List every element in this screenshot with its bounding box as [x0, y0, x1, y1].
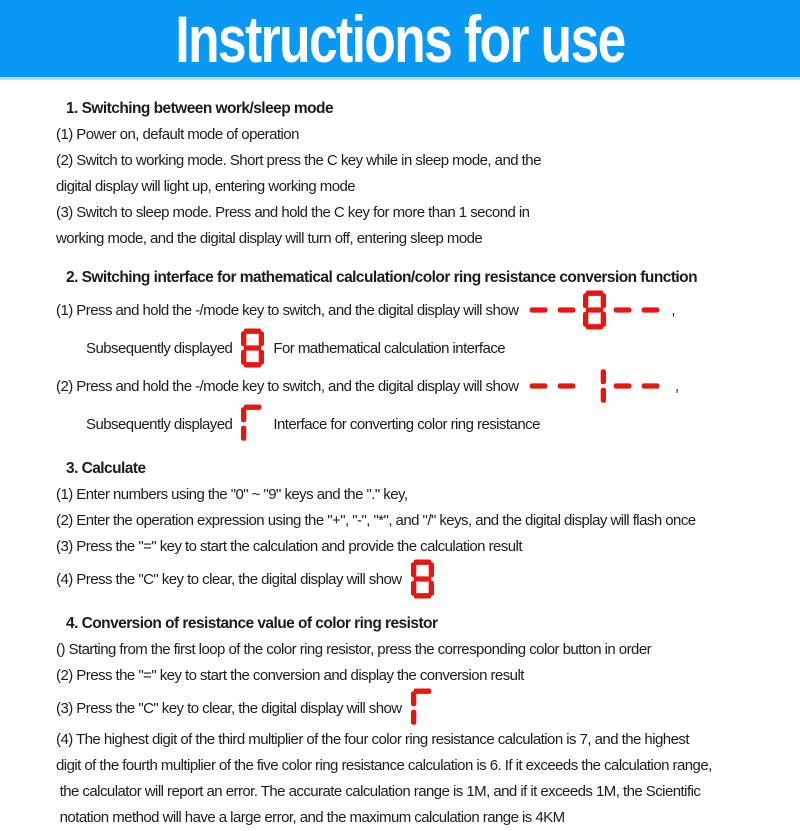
- section-2-heading: 2. Switching interface for mathematical calculation/color ring resistance conversion function: [66, 269, 698, 286]
- line-text: (4) Press the "C" key to clear, the digital display will show: [56, 570, 402, 588]
- seven-segment-display: [241, 404, 264, 444]
- line-text: Subsequently displayed: [86, 415, 233, 433]
- instruction-line: [56, 367, 790, 405]
- header-banner: [0, 0, 800, 80]
- section-1-heading: 1. Switching between work/sleep mode: [66, 100, 334, 117]
- section-3-heading: 3. Calculate: [66, 460, 146, 477]
- instruction-line: (2) Switch to working mode. Short press the C key while in sleep mode, and the: [56, 152, 541, 169]
- seven-segment-display: [527, 366, 662, 406]
- seven-segment-display: [241, 328, 264, 368]
- instruction-line: digital display will light up, entering working mode: [56, 178, 356, 195]
- instruction-line: (1) Power on, default mode of operation: [56, 126, 299, 143]
- instructions-body: [0, 80, 800, 831]
- instruction-line: (4) The highest digit of the third multiplier of the four color ring resistance calculation is 7, and the highest: [56, 731, 689, 748]
- instruction-line: [86, 405, 790, 443]
- instruction-line: (2) Press the "=" key to start the conversion and display the conversion result: [56, 667, 524, 684]
- instruction-line: (1) Enter numbers using the "0" ~ "9" keys and the "." key,: [56, 486, 408, 503]
- line-text: (3) Press the "C" key to clear, the digital display will show: [56, 699, 402, 717]
- section-work-sleep-mode: [56, 96, 790, 252]
- instruction-line: notation method will have a large error, and the maximum calculation range is 4KM: [56, 809, 565, 826]
- instruction-line: [56, 560, 790, 598]
- line-text: ,: [671, 301, 675, 319]
- instruction-line: [56, 689, 790, 727]
- line-text: Subsequently displayed: [86, 339, 233, 357]
- instruction-line: digit of the fourth multiplier of the five color ring resistance calculation is 6. If it exceeds the calculation range,: [56, 757, 712, 774]
- seven-segment-display: [411, 559, 434, 599]
- instruction-line: () Starting from the first loop of the color ring resistor, press the corresponding color button in order: [56, 641, 652, 658]
- instruction-line: [56, 291, 790, 329]
- instruction-line: (2) Enter the operation expression using the "+", "-", "*", and "/" keys, and the digital display will flash once: [56, 512, 696, 529]
- page-title: Instructions for use: [175, 1, 625, 76]
- section-4-heading: 4. Conversion of resistance value of color ring resistor: [66, 615, 438, 632]
- section-calculate: [56, 456, 790, 598]
- line-text: (1) Press and hold the -/mode key to switch, and the digital display will show: [56, 301, 519, 319]
- line-text: Interface for converting color ring resistance: [273, 415, 540, 433]
- line-text: ,: [671, 377, 679, 395]
- line-text: (2) Press and hold the -/mode key to switch, and the digital display will show: [56, 377, 519, 395]
- instruction-line: (3) Switch to sleep mode. Press and hold the C key for more than 1 second in: [56, 204, 530, 221]
- instruction-line: [86, 329, 790, 367]
- instruction-line: working mode, and the digital display will turn off, entering sleep mode: [56, 230, 483, 247]
- section-color-ring-conversion: [56, 611, 790, 831]
- instruction-line: (3) Press the "=" key to start the calculation and provide the calculation result: [56, 538, 522, 555]
- line-text: For mathematical calculation interface: [273, 339, 506, 357]
- instruction-line: the calculator will report an error. The accurate calculation range is 1M, and if it exceeds 1M, the Scientific: [56, 783, 701, 800]
- seven-segment-display: [411, 688, 434, 728]
- seven-segment-display: [527, 290, 662, 330]
- section-interface-switching: [56, 265, 790, 443]
